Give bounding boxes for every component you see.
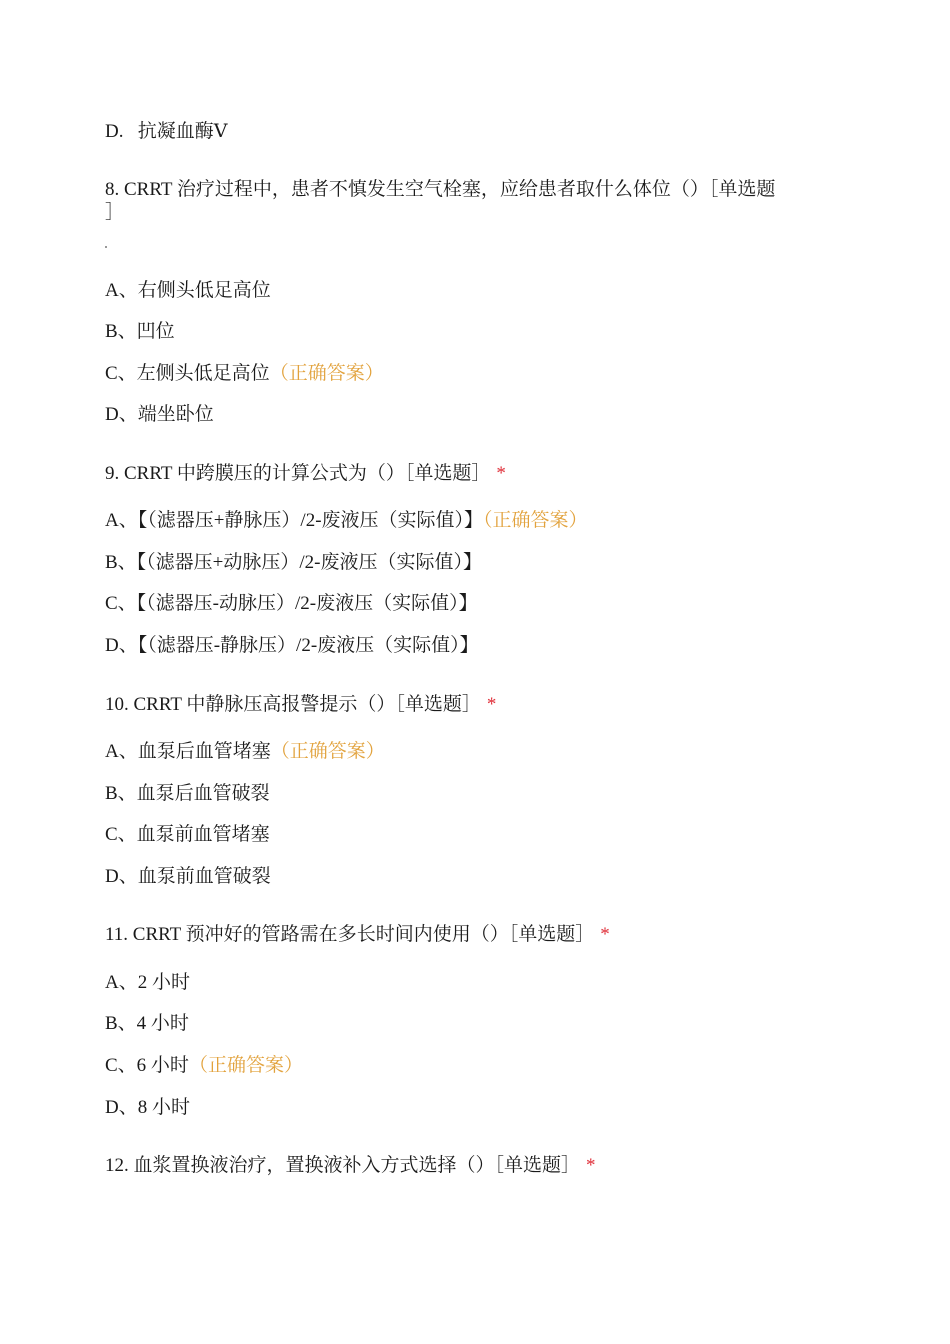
option-line: [105, 279, 271, 303]
option-text: C、6 小时: [105, 1055, 189, 1076]
required-star: *: [496, 463, 506, 484]
option-line: [105, 823, 270, 847]
required-star: *: [600, 924, 610, 945]
option-line: [105, 740, 385, 764]
option-text: D、8 小时: [105, 1097, 190, 1118]
option-text: B、血泵后血管破裂: [105, 783, 270, 804]
question-text: CRRT 治疗过程中，患者不慎发生空气栓塞，应给患者取什么体位（）［单选题: [124, 179, 776, 200]
option-text: A、右侧头低足高位: [105, 280, 271, 301]
question-number: 11.: [105, 924, 129, 945]
option-line: [105, 592, 478, 616]
option-text: C、血泵前血管堵塞: [105, 824, 270, 845]
option-text: C、左侧头低足高位: [105, 363, 270, 384]
option-line: [105, 971, 190, 995]
option-text: D、【（滤器压-静脉压）/2-废液压（实际值）】: [105, 635, 479, 656]
option-line: [105, 551, 482, 575]
option-text: A、【（滤器压+静脉压）/2-废液压（实际值）】: [105, 510, 484, 531]
correct-answer-tag: （正确答案）: [188, 1055, 303, 1076]
correct-answer-tag: （正确答案）: [270, 741, 385, 762]
option-text: B、4 小时: [105, 1013, 189, 1034]
option-text: D、血泵前血管破裂: [105, 866, 271, 887]
question-title: [105, 178, 775, 202]
option-line: [105, 320, 175, 344]
option-line: [105, 120, 227, 144]
option-line: [105, 403, 214, 427]
option-text: A、2 小时: [105, 972, 190, 993]
question-title: [105, 462, 506, 486]
option-label: D.: [105, 121, 124, 142]
option-text: C、【（滤器压-动脉压）/2-废液压（实际值）】: [105, 593, 478, 614]
option-line: [105, 362, 384, 386]
option-line: [105, 865, 271, 889]
option-line: [105, 1012, 189, 1036]
question-number: 10.: [105, 694, 129, 715]
option-text: B、凹位: [105, 321, 175, 342]
correct-answer-tag: （正确答案）: [483, 510, 588, 531]
question-text-cont: ］: [105, 202, 125, 223]
option-line: [105, 782, 270, 806]
question-title-wrap: [105, 202, 124, 224]
option-text: D、端坐卧位: [105, 404, 214, 425]
question-title: [105, 693, 496, 717]
question-text: CRRT 中跨膜压的计算公式为（）［单选题］: [124, 463, 491, 484]
option-text: B、【（滤器压+动脉压）/2-废液压（实际值）】: [105, 552, 482, 573]
option-text: A、血泵后血管堵塞: [105, 741, 271, 762]
option-line: [105, 634, 479, 658]
question-text: CRRT 中静脉压高报警提示（）［单选题］: [133, 694, 481, 715]
decorative-dot: [105, 246, 107, 248]
question-text: 血浆置换液治疗，置换液补入方式选择（）［单选题］: [133, 1155, 581, 1176]
question-text: CRRT 预冲好的管路需在多长时间内使用（）［单选题］: [132, 924, 595, 945]
question-number: 9.: [105, 463, 120, 484]
option-line: [105, 1096, 190, 1120]
option-text: 抗凝血酶Ⅴ: [137, 121, 228, 142]
required-star: *: [486, 694, 497, 715]
question-number: 8.: [105, 179, 120, 200]
correct-answer-tag: （正确答案）: [269, 363, 384, 384]
question-title: [105, 923, 610, 947]
required-star: *: [586, 1155, 596, 1176]
question-title: [105, 1154, 596, 1178]
question-number: 12.: [105, 1155, 129, 1176]
option-line: [105, 1054, 303, 1078]
option-line: [105, 509, 588, 533]
